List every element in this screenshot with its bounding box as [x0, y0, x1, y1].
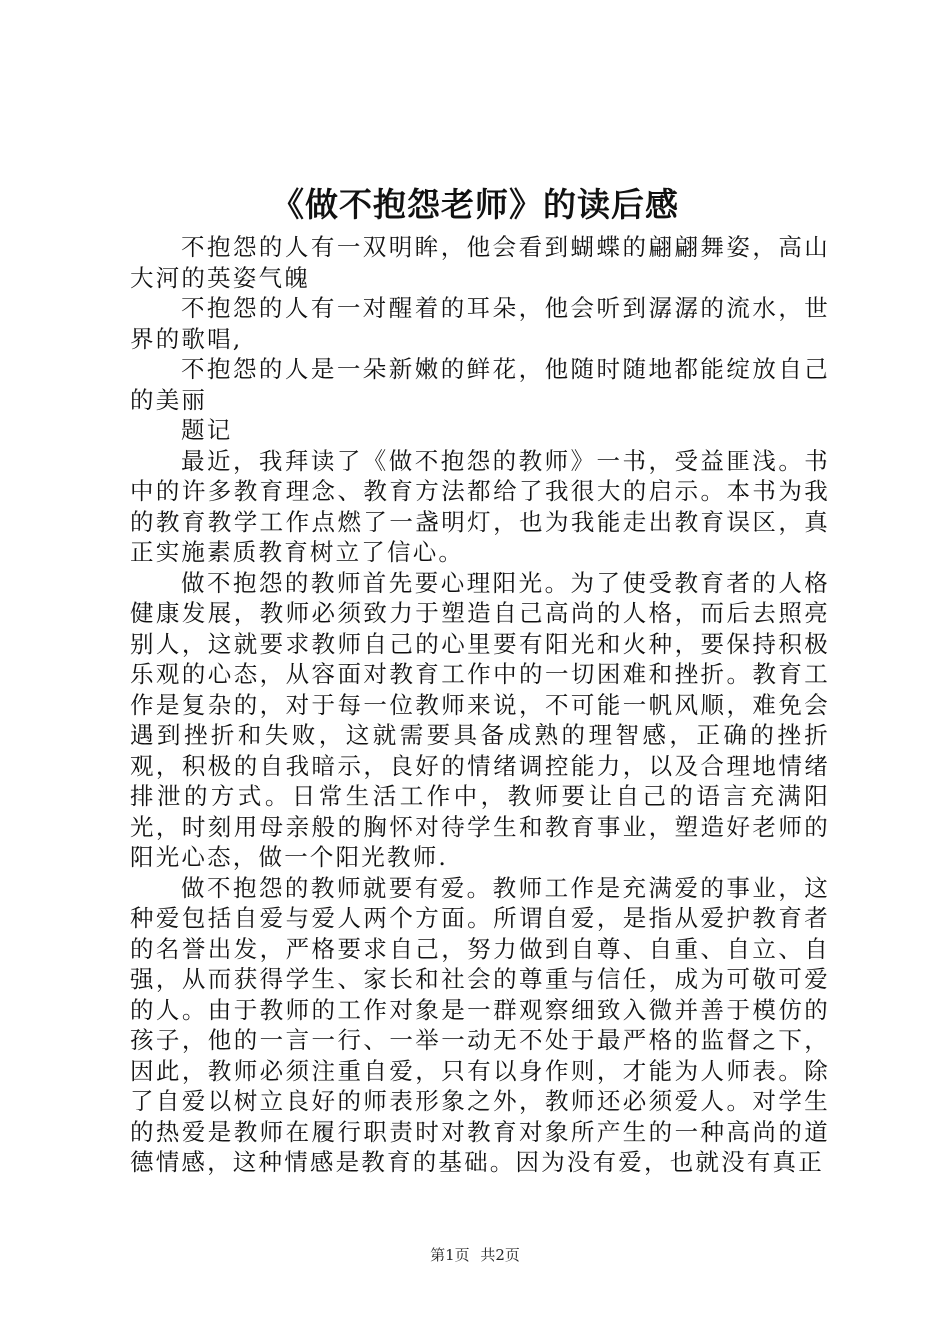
page-footer [0, 1245, 950, 1265]
paragraph-epigraph-label: 题记 [181, 416, 233, 444]
paragraph: 做不抱怨的教师首先要心理阳光。为了使受教育者的人格健康发展，教师必须致力于塑造自己高尚的人格，而后去照亮别人，这就要求教师自己的心里要有阳光和火种，要保持积极乐观的心态，从容面对教育工作中的一切困难和挫折。教育工作是复杂的，对于每一位教师来说，不可能一帆风顺，难免会遇到挫折和失败，这就需要具备成熟的理智感，正确的挫折观，积极的自我暗示，良好的情绪调控能力，以及合理地情绪排泄的方式。日常生活工作中，教师要让自己的语言充满阳光，时刻用母亲般的胸怀对待学生和教育事业，塑造好老师的阳光心态，做一个阳光教师. [130, 568, 830, 871]
paragraph: 最近，我拜读了《做不抱怨的教师》一书，受益匪浅。书中的许多教育理念、教育方法都给了我很大的启示。本书为我的教育教学工作点燃了一盏明灯，也为我能走出教育误区，真正实施素质教育树立了信心。 [130, 446, 830, 566]
page-number: 第1页 [430, 1246, 470, 1264]
document-title: 《做不抱怨老师》的读后感 [271, 185, 679, 224]
paragraph: 不抱怨的人有一双明眸，他会看到蝴蝶的翩翩舞姿，高山大河的英姿气魄 [130, 233, 830, 292]
document-body [130, 232, 830, 1178]
paragraph: 做不抱怨的教师就要有爱。教师工作是充满爱的事业，这种爱包括自爱与爱人两个方面。所谓自爱，是指从爱护教育者的名誉出发，严格要求自己，努力做到自尊、自重、自立、自强，从而获得学生、家长和社会的尊重与信任，成为可敬可爱的人。由于教师的工作对象是一群观察细致入微并善于模仿的孩子，他的一言一行、一举一动无不处于最严格的监督之下，因此，教师必须注重自爱，只有以身作则，才能为人师表。除了自爱以树立良好的师表形象之外，教师还必须爱人。对学生的热爱是教师在履行职责时对教育对象所产生的一种高尚的道德情感，这种情感是教育的基础。因为没有爱，也就没有真正 [130, 873, 830, 1176]
paragraph: 不抱怨的人有一对醒着的耳朵，他会听到潺潺的流水，世界的歌唱, [130, 294, 830, 353]
paragraph: 不抱怨的人是一朵新嫩的鲜花，他随时随地都能绽放自己的美丽 [130, 355, 830, 414]
page-total: 共2页 [480, 1246, 520, 1264]
